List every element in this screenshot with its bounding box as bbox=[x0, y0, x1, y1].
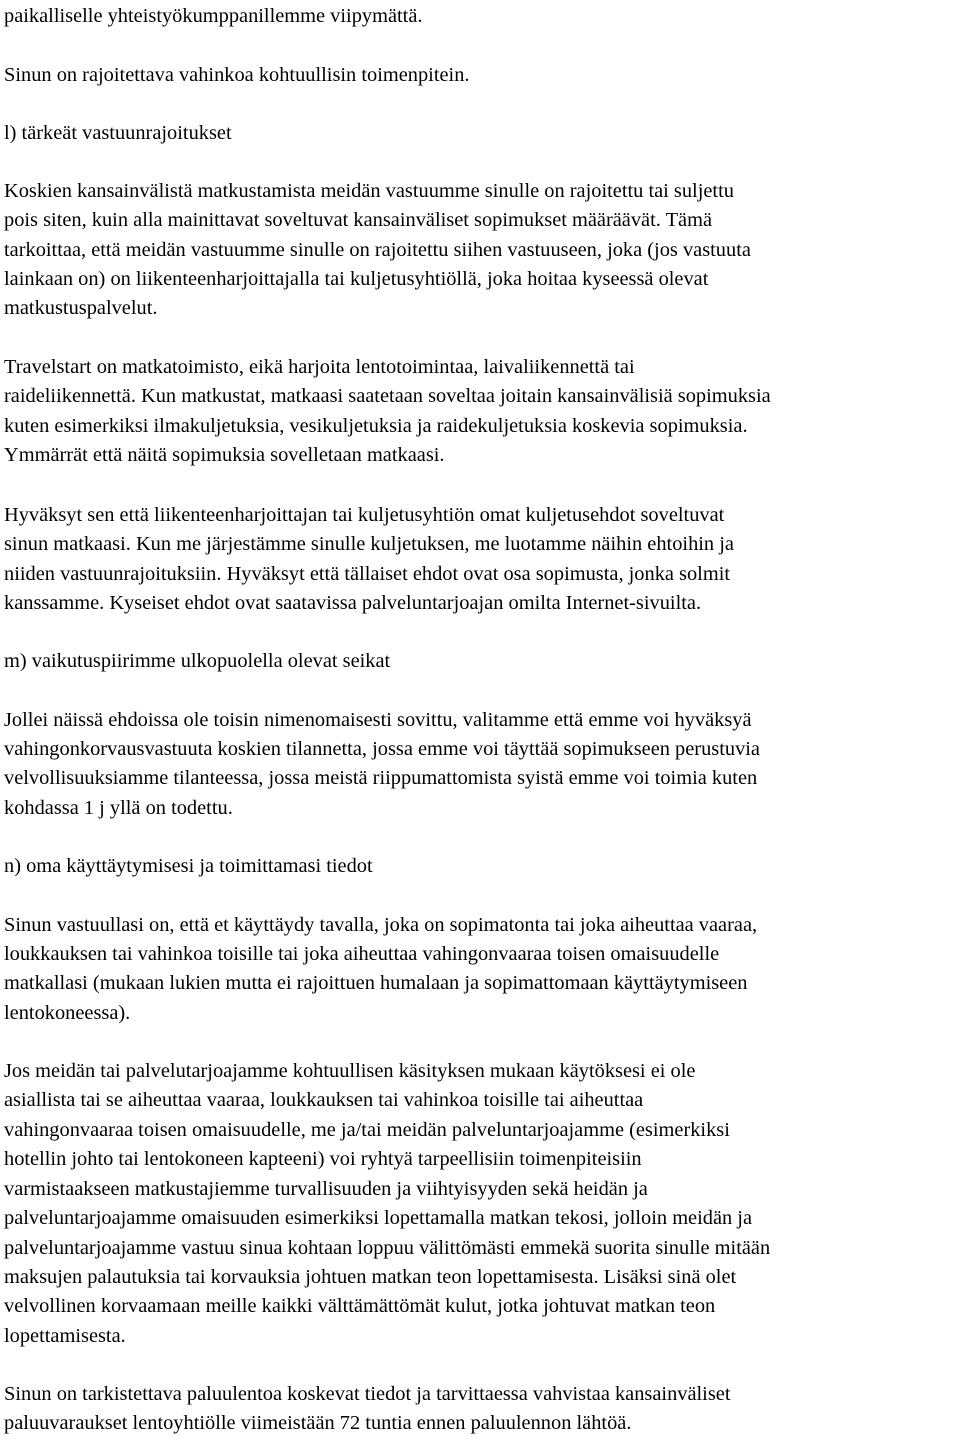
text-line: kohdassa 1 j yllä on todettu. bbox=[4, 797, 233, 819]
text-line: vahingonkorvausvastuuta koskien tilannetta, jossa emme voi täyttää sopimukseen perustuvia bbox=[4, 738, 760, 760]
text-line: velvollisuuksiamme tilanteessa, jossa meistä riippumattomista syistä emme voi toimia kuten bbox=[4, 767, 758, 789]
text-line: Jos meidän tai palvelutarjoajamme kohtuullisen käsityksen mukaan käytöksesi ei ole bbox=[4, 1060, 696, 1082]
text-line: velvollinen korvaamaan meille kaikki välttämättömät kulut, jotka johtuvat matkan teon bbox=[4, 1295, 716, 1317]
text-line: pois siten, kuin alla mainittavat soveltuvat kansainväliset sopimukset määräävät. Tämä bbox=[4, 209, 713, 231]
text-line: palveluntarjoajamme omaisuuden esimerkiksi lopettamalla matkan tekosi, jolloin meidän ja bbox=[4, 1207, 753, 1229]
text-line: lainkaan on) on liikenteenharjoittajalla tai kuljetusyhtiöllä, joka hoitaa kyseessä olevat bbox=[4, 268, 709, 290]
text-line: Sinun on tarkistettava paluulentoa koskevat tiedot ja tarvittaessa vahvistaa kansainväliset bbox=[4, 1383, 731, 1405]
text-line: niiden vastuunrajoituksiin. Hyväksyt että tällaiset ehdot ovat osa sopimusta, jonka solmit bbox=[4, 563, 731, 585]
text-line: Sinun vastuullasi on, että et käyttäydy tavalla, joka on sopimatonta tai joka aiheuttaa vaaraa, bbox=[4, 914, 758, 936]
text-line: Jollei näissä ehdoissa ole toisin nimenomaisesti sovittu, valitamme että emme voi hyväksyä bbox=[4, 709, 752, 731]
text-line: kanssamme. Kyseiset ehdot ovat saatavissa palveluntarjoajan omilta Internet-sivuilta. bbox=[4, 592, 702, 614]
text-line: Koskien kansainvälistä matkustamista meidän vastuumme sinulle on rajoitettu tai suljettu bbox=[4, 180, 734, 202]
text-line: paikalliselle yhteistyökumppanillemme viipymättä. bbox=[4, 5, 423, 27]
text-line: palveluntarjoajamme vastuu sinua kohtaan loppuu välittömästi emmekä suorita sinulle mitään bbox=[4, 1237, 771, 1259]
text-line: paluuvaraukset lentoyhtiölle viimeistään 72 tuntia ennen paluulennon lähtöä. bbox=[4, 1412, 632, 1434]
text-line: matkustuspalvelut. bbox=[4, 297, 158, 319]
text-line: Sinun on rajoitettava vahinkoa kohtuullisin toimenpitein. bbox=[4, 64, 470, 86]
text-line: lopettamisesta. bbox=[4, 1325, 126, 1347]
text-line: Ymmärrät että näitä sopimuksia sovelletaan matkaasi. bbox=[4, 444, 445, 466]
text-line: sinun matkaasi. Kun me järjestämme sinulle kuljetuksen, me luotamme näihin ehtoihin ja bbox=[4, 533, 734, 555]
text-line: tarkoittaa, että meidän vastuumme sinulle on rajoitettu siihen vastuuseen, joka (jos vastuuta bbox=[4, 239, 751, 261]
text-line: Hyväksyt sen että liikenteenharjoittajan tai kuljetusyhtiön omat kuljetusehdot soveltuvat bbox=[4, 504, 725, 526]
text-line: kuten esimerkiksi ilmakuljetuksia, vesikuljetuksia ja raidekuljetuksia koskevia sopimuksia. bbox=[4, 415, 748, 437]
text-line: m) vaikutuspiirimme ulkopuolella olevat seikat bbox=[4, 650, 391, 672]
text-line: loukkauksen tai vahinkoa toisille tai joka aiheuttaa vahingonvaaraa toisen omaisuudelle bbox=[4, 943, 720, 965]
text-line: matkallasi (mukaan lukien mutta ei rajoittuen humalaan ja sopimattomaan käyttäytymiseen bbox=[4, 972, 748, 994]
text-line: raideliikennettä. Kun matkustat, matkaasi saatetaan soveltaa joitain kansainvälisiä sopimuksia bbox=[4, 385, 771, 407]
text-line: n) oma käyttäytymisesi ja toimittamasi tiedot bbox=[4, 855, 373, 877]
text-line: maksujen palautuksia tai korvauksia johtuen matkan teon lopettamisesta. Lisäksi sinä olet bbox=[4, 1266, 737, 1288]
text-line: lentokoneessa). bbox=[4, 1002, 131, 1024]
text-line: hotellin johto tai lentokoneen kapteeni) voi ryhtyä tarpeellisiin toimenpiteisiin bbox=[4, 1148, 642, 1170]
text-line: l) tärkeät vastuunrajoitukset bbox=[4, 122, 232, 144]
text-line: vahingonvaaraa toisen omaisuudelle, me ja/tai meidän palveluntarjoajamme (esimerkiksi bbox=[4, 1119, 730, 1141]
text-line: Travelstart on matkatoimisto, eikä harjoita lentotoimintaa, laivaliikennettä tai bbox=[4, 356, 635, 378]
text-line: varmistaakseen matkustajiemme turvallisuuden ja viihtyisyyden sekä heidän ja bbox=[4, 1178, 648, 1200]
text-line: asiallista tai se aiheuttaa vaaraa, loukkauksen tai vahinkoa toisille tai aiheuttaa bbox=[4, 1089, 644, 1111]
